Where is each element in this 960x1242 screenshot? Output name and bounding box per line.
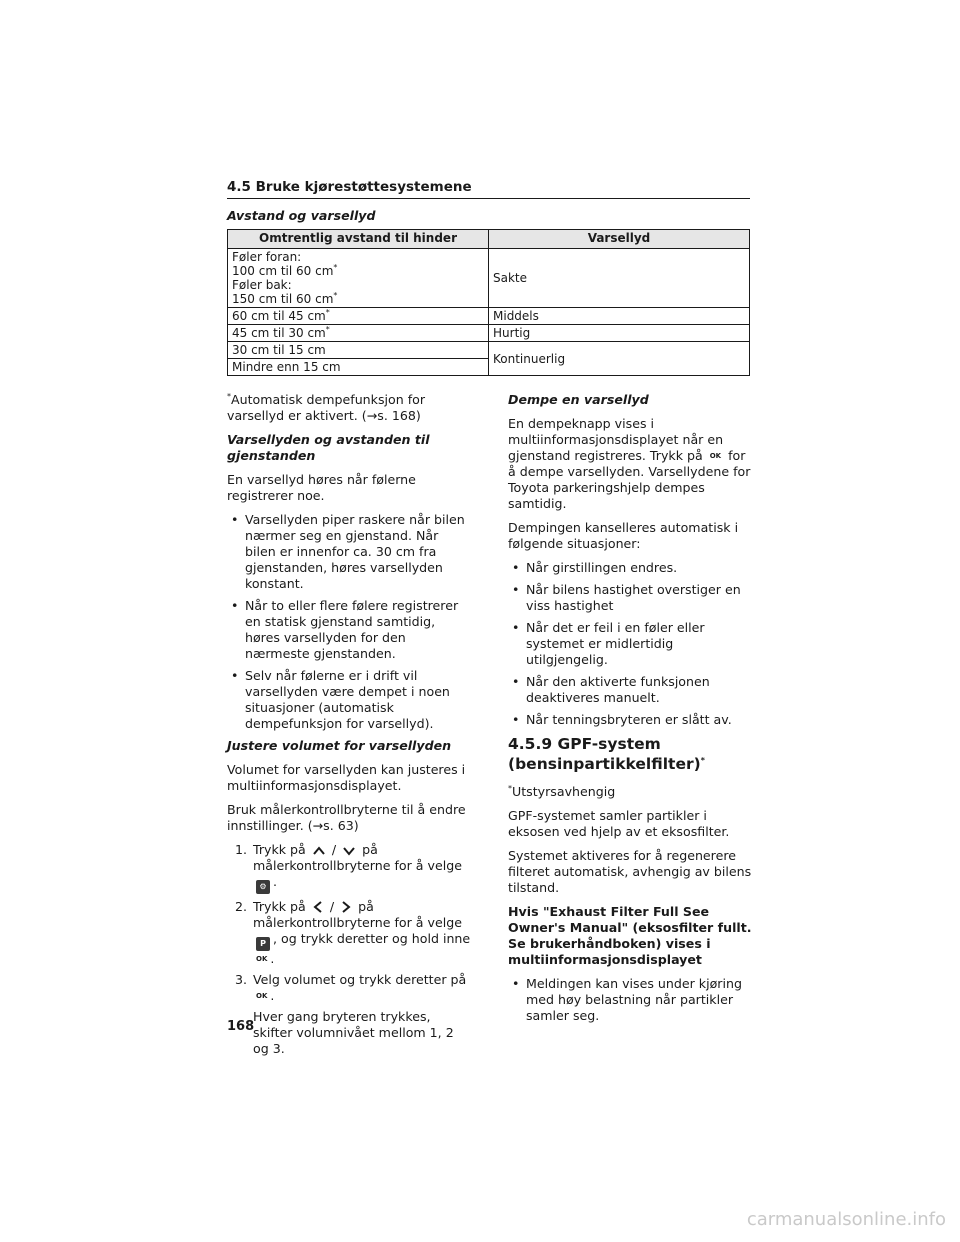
step-note: Hver gang bryteren trykkes, skifter volumnivået mellom 1, 2 og 3.: [253, 1009, 454, 1056]
steps-list: [235, 842, 472, 1004]
subheading-sound-distance: Varsellyden og avstanden til gjenstanden: [227, 432, 430, 463]
ok-button-icon: OK: [709, 452, 722, 460]
list-item: • Når tenningsbryteren er slått av.: [508, 712, 753, 728]
step-text: .: [270, 988, 275, 1003]
chevron-up-icon: [313, 846, 325, 856]
step-number: 2.: [235, 899, 248, 914]
col-header-distance: Omtrentlig avstand til hinder: [228, 230, 489, 249]
cell-line: 60 cm til 45 cm: [232, 309, 326, 323]
list-item: • Når to eller flere følere registrerer en statisk gjenstand samtidig, høres varsellyden for den nærmeste gjenstanden.: [227, 598, 472, 662]
cell-line: 150 cm til 60 cm: [232, 292, 334, 306]
step-item: [235, 899, 472, 967]
bullet-list: [508, 560, 753, 728]
left-column: [227, 392, 472, 1065]
table-cell: 30 cm til 15 cm: [228, 342, 489, 359]
col-header-sound: Varsellyd: [489, 230, 750, 249]
step-text: Velg volumet og trykk deretter på: [253, 972, 467, 987]
settings-gear-icon: ⚙: [256, 880, 270, 894]
paragraph: GPF-systemet samler partikler i eksosen ved hjelp av et eksosfilter.: [508, 808, 730, 839]
paragraph: [508, 416, 753, 512]
step-item: [235, 842, 472, 894]
step-number: 1.: [235, 842, 248, 857]
subheading-adjust-volume: Justere volumet for varsellyden: [227, 738, 452, 753]
paragraph: Systemet aktiveres for å regenerere filteret automatisk, avhengig av bilens tilstand.: [508, 848, 752, 895]
bold-heading-exhaust-filter: Hvis "Exhaust Filter Full See Owner's Manual" (eksosfilter fullt. Se brukerhåndboken) vises i multiinformasjonsdisplayet: [508, 904, 752, 967]
parking-assist-icon: P: [256, 937, 270, 951]
footnote-text: Automatisk dempefunksjon for varsellyd er aktivert. (→s. 168): [227, 392, 426, 423]
footnote-marker: *: [508, 783, 512, 793]
paragraph: Volumet for varsellyden kan justeres i multiinformasjonsdisplayet.: [227, 762, 466, 793]
cell-line: 100 cm til 60 cm: [232, 264, 334, 278]
watermark: carmanualsonline.info: [746, 1209, 946, 1230]
table-row: [228, 342, 750, 359]
table-cell: [228, 249, 489, 308]
step-text: på målerkontrollbryterne for å velge: [253, 842, 462, 873]
step-item: [235, 972, 472, 1004]
step-text: .: [270, 951, 275, 966]
step-text: .: [273, 874, 278, 889]
page-number: 168: [227, 1019, 255, 1034]
table-header-row: [228, 230, 750, 249]
step-text: , og trykk deretter og hold inne: [273, 931, 471, 946]
table-cell: Hurtig: [489, 325, 750, 342]
bullet-list: [227, 512, 472, 732]
chevron-left-icon: [313, 901, 323, 913]
paragraph-text: for å dempe varsellyden. Varsellydene for Toyota parkeringshjelp dempes samtidig.: [508, 448, 751, 511]
table-row: [228, 249, 750, 308]
right-column: [508, 392, 753, 1030]
footnote: [508, 784, 753, 800]
table-row: [228, 325, 750, 342]
table-cell: Sakte: [489, 249, 750, 308]
distance-table: [227, 229, 750, 376]
step-text: /: [331, 842, 337, 857]
ok-button-icon: OK: [256, 992, 268, 1000]
footnote-marker: *: [333, 263, 338, 272]
footnote: [227, 392, 472, 424]
footnote-text: Utstyrsavhengig: [512, 784, 616, 799]
list-item: • Meldingen kan vises under kjøring med høy belastning når partikler samler seg.: [508, 976, 753, 1024]
section-title-text: 4.5.9 GPF-system (bensinpartikkelfilter): [508, 735, 701, 773]
cell-line: 45 cm til 30 cm: [232, 326, 326, 340]
table-title: Avstand og varsellyd: [227, 208, 376, 223]
table-cell: [228, 325, 489, 342]
list-item: • Når den aktiverte funksjonen deaktiveres manuelt.: [508, 674, 753, 706]
step-number: 3.: [235, 972, 248, 987]
list-item: • Når girstillingen endres.: [508, 560, 753, 576]
footnote-marker: *: [325, 325, 330, 334]
chevron-down-icon: [343, 846, 355, 856]
paragraph: En varsellyd høres når følerne registrerer noe.: [227, 472, 416, 503]
step-text: Trykk på: [253, 842, 306, 857]
subheading-mute: Dempe en varsellyd: [508, 392, 649, 407]
ok-button-icon: OK: [256, 955, 268, 963]
list-item: • Når bilens hastighet overstiger en viss hastighet: [508, 582, 753, 614]
cell-line: Føler bak:: [232, 278, 292, 292]
list-item: • Selv når følerne er i drift vil varsellyden være dempet i noen situasjoner (automatisk dempefunksjon for varsellyd).: [227, 668, 472, 732]
chevron-right-icon: [341, 901, 351, 913]
table-cell: Middels: [489, 308, 750, 325]
step-text: /: [329, 899, 335, 914]
cell-line: Føler foran:: [232, 250, 302, 264]
section-title-gpf: [508, 734, 753, 774]
step-text: på målerkontrollbryterne for å velge: [253, 899, 462, 930]
step-text: Trykk på: [253, 899, 306, 914]
section-header: 4.5 Bruke kjørestøttesystemene: [227, 178, 750, 199]
paragraph: Bruk målerkontrollbryterne til å endre innstillinger. (→s. 63): [227, 802, 466, 833]
footnote-marker: *: [227, 391, 231, 401]
paragraph: Dempingen kanselleres automatisk i følgende situasjoner:: [508, 520, 739, 551]
footnote-marker: *: [700, 755, 705, 765]
table-cell: Kontinuerlig: [489, 342, 750, 376]
footnote-marker: *: [325, 308, 330, 317]
list-item: • Når det er feil i en føler eller systemet er midlertidig utilgjengelig.: [508, 620, 753, 668]
table-cell: [228, 308, 489, 325]
footnote-marker: *: [333, 291, 338, 300]
table-row: [228, 308, 750, 325]
paragraph-text: En dempeknapp vises i multiinformasjonsdisplayet når en gjenstand registreres. Trykk på: [508, 416, 724, 463]
bullet-list: [508, 976, 753, 1024]
table-cell: Mindre enn 15 cm: [228, 359, 489, 376]
list-item: • Varsellyden piper raskere når bilen nærmer seg en gjenstand. Når bilen er innenfor ca. 30 cm fra gjenstanden, høres varsellyden konstant.: [227, 512, 472, 592]
